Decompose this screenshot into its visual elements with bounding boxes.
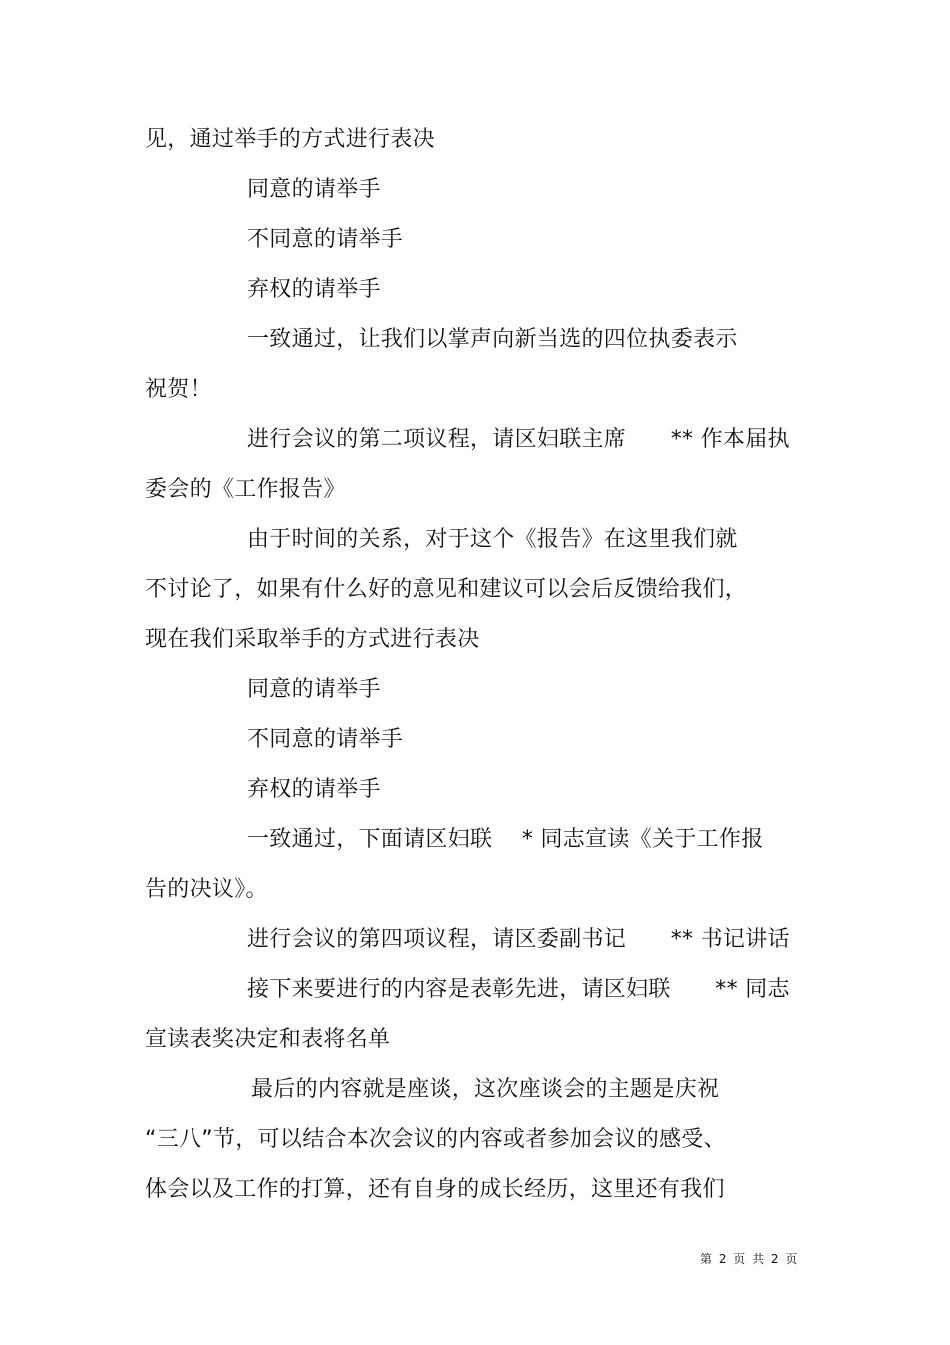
paragraph-line: 进行会议的第四项议程，请区委副书记 ** 书记讲话 — [247, 927, 790, 952]
paragraph-line: 弃权的请举手 — [247, 777, 381, 802]
paragraph-line: 接下来要进行的内容是表彰先进，请区妇联 ** 同志 — [247, 977, 790, 1002]
paragraph-line: 宣读表奖决定和表将名单 — [145, 1027, 391, 1052]
paragraph-line: 祝贺！ — [145, 377, 212, 402]
paragraph-line: 不讨论了，如果有什么好的意见和建议可以会后反馈给我们， — [145, 577, 748, 602]
page-number-footer: 第 2 页 共 2 页 — [700, 1252, 798, 1266]
paragraph-line: 体会以及工作的打算，还有自身的成长经历，这里还有我们 — [145, 1177, 725, 1202]
paragraph-line: 委会的《工作报告》 — [145, 477, 346, 502]
paragraph-line: 由于时间的关系，对于这个《报告》在这里我们就 — [247, 527, 738, 552]
paragraph-line: 同意的请举手 — [247, 177, 381, 202]
paragraph-line: “三八”节，可以结合本次会议的内容或者参加会议的感受、 — [145, 1127, 726, 1152]
paragraph-line: 不同意的请举手 — [247, 727, 404, 752]
paragraph-line: 同意的请举手 — [247, 677, 381, 702]
paragraph-line: 一致通过，下面请区妇联 * 同志宣读《关于工作报 — [247, 827, 764, 852]
paragraph-line: 现在我们采取举手的方式进行表决 — [145, 627, 480, 652]
paragraph-line: 一致通过，让我们以掌声向新当选的四位执委表示 — [247, 327, 738, 352]
paragraph-line: 弃权的请举手 — [247, 277, 381, 302]
paragraph-line: 最后的内容就是座谈，这次座谈会的主题是庆祝 — [251, 1077, 720, 1102]
paragraph-line: 见，通过举手的方式进行表决 — [145, 127, 435, 152]
paragraph-line: 告的决议》。 — [145, 877, 268, 902]
paragraph-line: 进行会议的第二项议程，请区妇联主席 ** 作本届执 — [247, 427, 790, 452]
paragraph-line: 不同意的请举手 — [247, 227, 404, 252]
